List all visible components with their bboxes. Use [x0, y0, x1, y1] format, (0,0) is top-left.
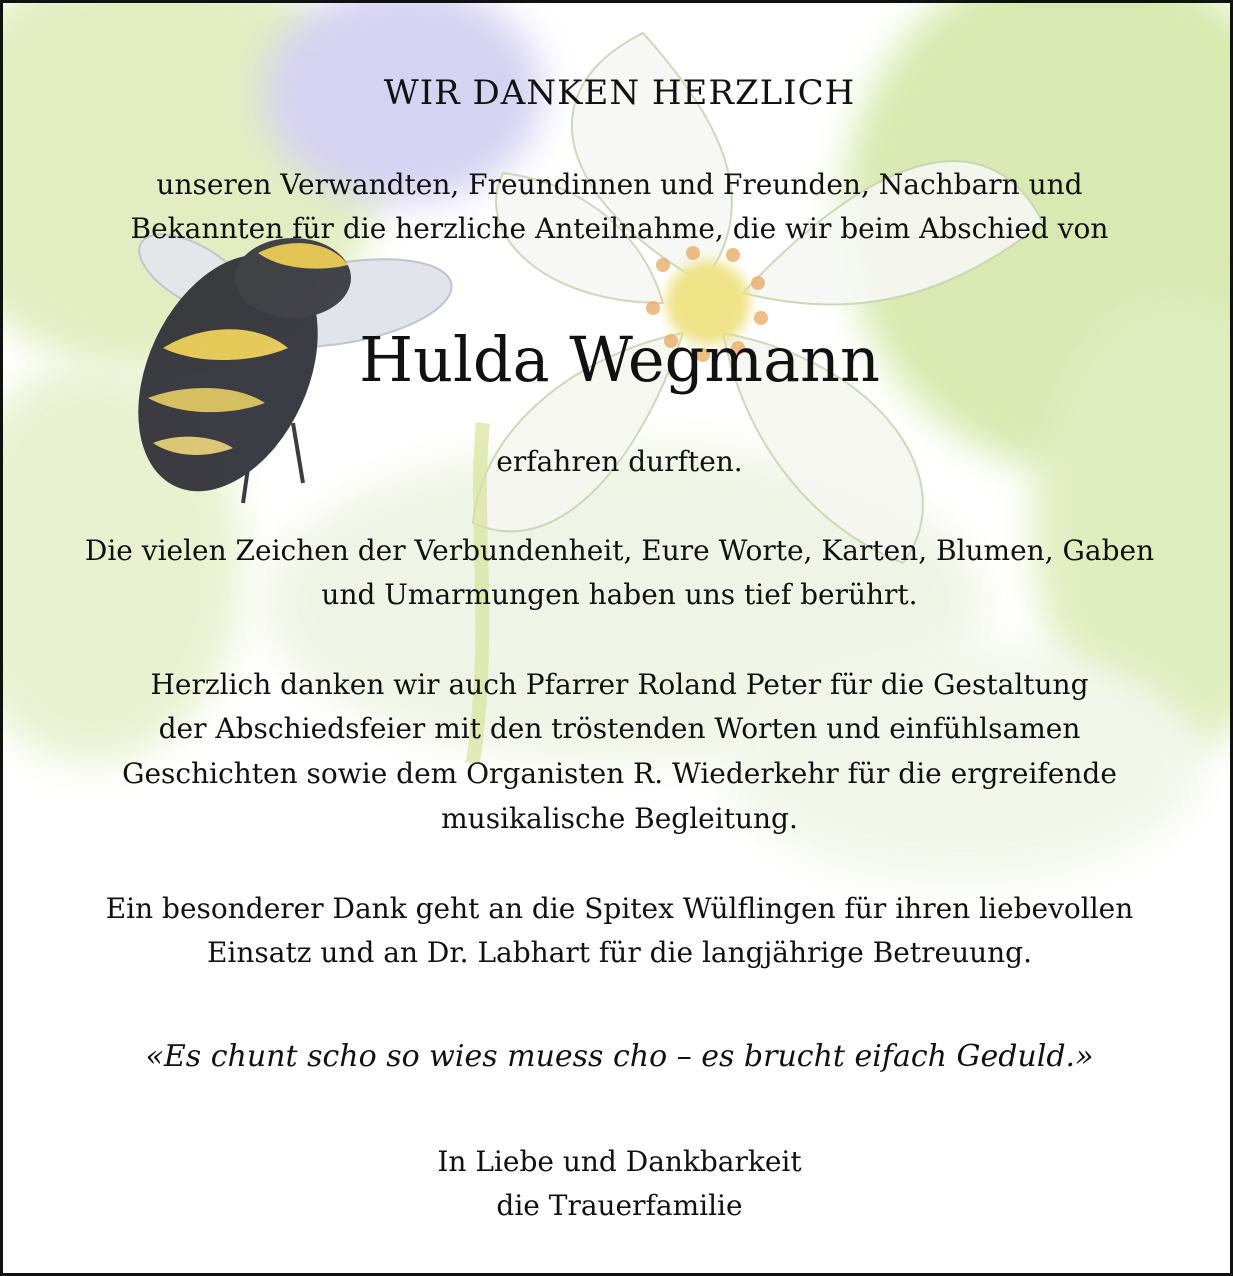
paragraph-3-line-2: Einsatz und an Dr. Labhart für die langjährige Betreuung. [206, 936, 1032, 969]
closing-signature: die Trauerfamilie [496, 1189, 743, 1222]
after-name-text: erfahren durften. [496, 445, 743, 478]
deceased-name: Hulda Wegmann [359, 323, 880, 396]
intro-line-1: unseren Verwandten, Freundinnen und Freunden, Nachbarn und [156, 168, 1083, 201]
paragraph-2-line-4: musikalische Begleitung. [441, 802, 798, 835]
closing-line-1: In Liebe und Dankbarkeit [437, 1145, 802, 1178]
intro-line-2: Bekannten für die herzliche Anteilnahme, die wir beim Abschied von [130, 212, 1109, 245]
paragraph-2-line-2: der Abschiedsfeier mit den tröstenden Worten und einfühlsamen [158, 712, 1081, 745]
card-text [3, 3, 1233, 1276]
card-heading: WIR DANKEN HERZLICH [383, 73, 856, 113]
paragraph-2-line-1: Herzlich danken wir auch Pfarrer Roland Peter für die Gestaltung [150, 668, 1089, 701]
paragraph-3-line-1: Ein besonderer Dank geht an die Spitex Wülflingen für ihren liebevollen [105, 892, 1134, 925]
paragraph-1-line-2: und Umarmungen haben uns tief berührt. [321, 578, 918, 611]
paragraph-2-line-3: Geschichten sowie dem Organisten R. Wiederkehr für die ergreifende [122, 757, 1117, 790]
paragraph-1-line-1: Die vielen Zeichen der Verbundenheit, Eure Worte, Karten, Blumen, Gaben [84, 534, 1155, 567]
dialect-quote: «Es chunt scho so wies muess cho – es brucht eifach Geduld.» [145, 1039, 1094, 1074]
